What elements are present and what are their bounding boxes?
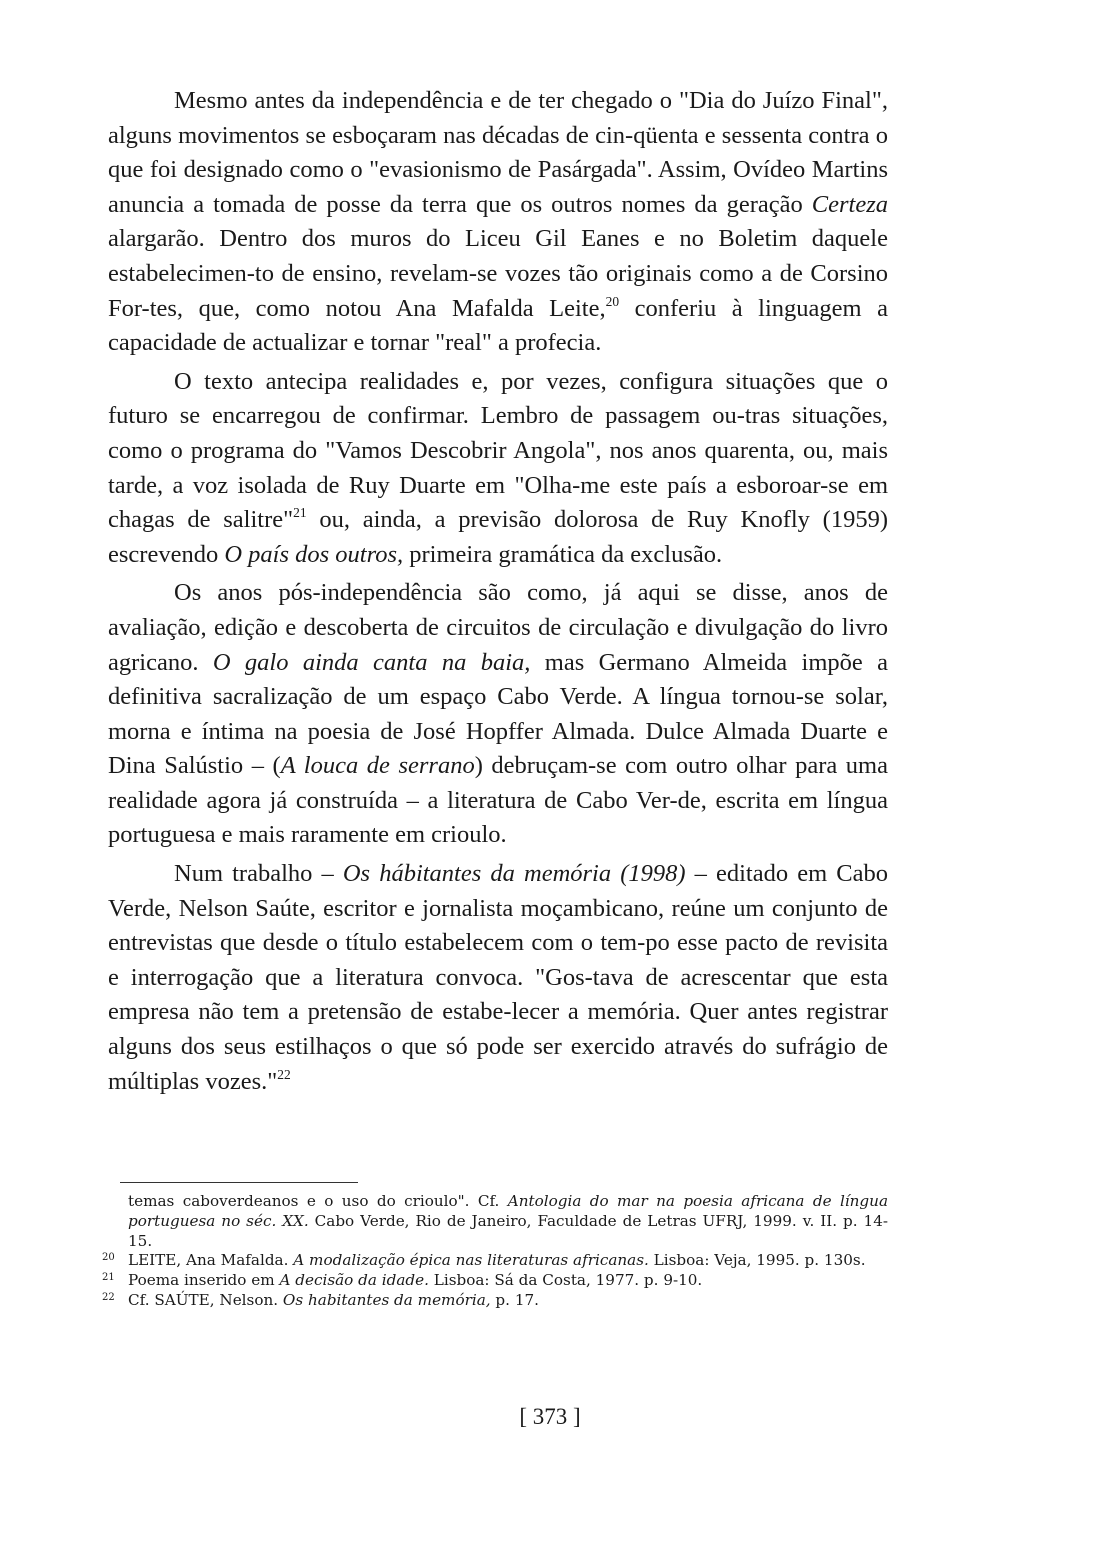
paragraph-3: Os anos pós-independência são como, já aqui se disse, anos de avaliação, edição e descoberta de circuitos de circulação e divulgação do livro agricano. O galo ainda canta na baia, mas Germano Almeida impõe a definitiva sacralização de um espaço Cabo Verde. A língua tornou-se solar, morna e íntima na poesia de José Hopffer Almada. Dulce Almada Duarte e Dina Salústio – (A louca de serrano) debruçam-se com outro olhar para uma realidade agora já construída – a literatura de Cabo Ver-de, escrita em língua portuguesa e mais raramente em crioulo. [108,579,889,849]
footnote-continued: temas caboverdeanos e o uso do crioulo". Cf. Antologia do mar na poesia africana de língua portuguesa no séc. XX. Cabo Verde, Rio de Janeiro, Faculdade de Letras UFRJ, 1999. v. II. p. 14-15. [128,1192,888,1250]
footnote-number: 21 [102,1272,115,1284]
footnotes [102,1192,888,1311]
paragraph-1: Mesmo antes da independência e de ter chegado o "Dia do Juízo Final", alguns movimentos se esboçaram nas décadas de cin-qüenta e sessenta contra o que foi designado como o "evasionismo de Pasárgada". Assim, Ovídeo Martins anuncia a tomada de posse da terra que os outros nomes da geração Certeza alargarão. Dentro dos muros do Liceu Gil Eanes e no Boletim daquele estabelecimen-to de ensino, revelam-se vozes tão originais como a de Corsino For-tes, que, como notou Ana Mafalda Leite,$^{20}$ conferiu à linguagem a capacidade de actualizar e tornar "real" a profecia. [108,87,888,357]
footnote-ref-21: 21 [293,505,307,521]
footnote-number: 22 [102,1291,115,1303]
main-text [108,84,888,1103]
footnote-21: 21 Poema inserido em A decisão da idade. Lisboa: Sá da Costa, 1977. p. 9-10. [102,1271,703,1290]
footnote-divider [120,1182,358,1183]
footnote-20: 20 LEITE, Ana Mafalda. A modalização épica nas literaturas africanas. Lisboa: Veja, 1995. p. 130s. [102,1251,866,1270]
footnote-number: 20 [102,1252,115,1264]
paragraph-2: O texto antecipa realidades e, por vezes, configura situações que o futuro se encarregou de confirmar. Lembro de passagem ou-tras situações, como o programa do "Vamos Descobrir Angola", nos anos quarenta, ou, mais tarde, a voz isolada de Ruy Duarte em "Olha-me este país a esboroar-se em chagas de salitre"$^{21}$ ou, ainda, a previsão dolorosa de Ruy Knofly (1959) escrevendo O país dos outros, primeira gramática da exclusão. [108,367,888,568]
italic-title: Certeza [811,190,888,218]
page-number: [ 373 ] [519,1404,581,1429]
italic-title: A louca de serrano [280,752,475,780]
footnote-22: 22 Cf. SAÚTE, Nelson. Os habitantes da memória, p. 17. [102,1290,539,1309]
italic-title: Os hábitantes da memória (1998) [342,860,686,888]
paragraph-4: Num trabalho – Os hábitantes da memória (1998) – editado em Cabo Verde, Nelson Saúte, escritor e jornalista moçambicano, reúne um conjunto de entrevistas que desde o título estabelecem com o tem-po esse pacto de revisita e interrogação que a literatura convoca. "Gos-tava de acrescentar que esta empresa não tem a pretensão de estabe-lecer a memória. Quer antes registrar alguns dos seus estilhaços o que só pode ser exercido através do sufrágio de múltiplas vozes."$^{22}$ [108,860,888,1095]
italic-title: O galo ainda canta na baia, [212,648,531,676]
footnote-ref-20: 20 [605,293,620,309]
footnote-ref-22: 22 [277,1066,291,1082]
italic-title: O país dos outros, [224,540,404,568]
